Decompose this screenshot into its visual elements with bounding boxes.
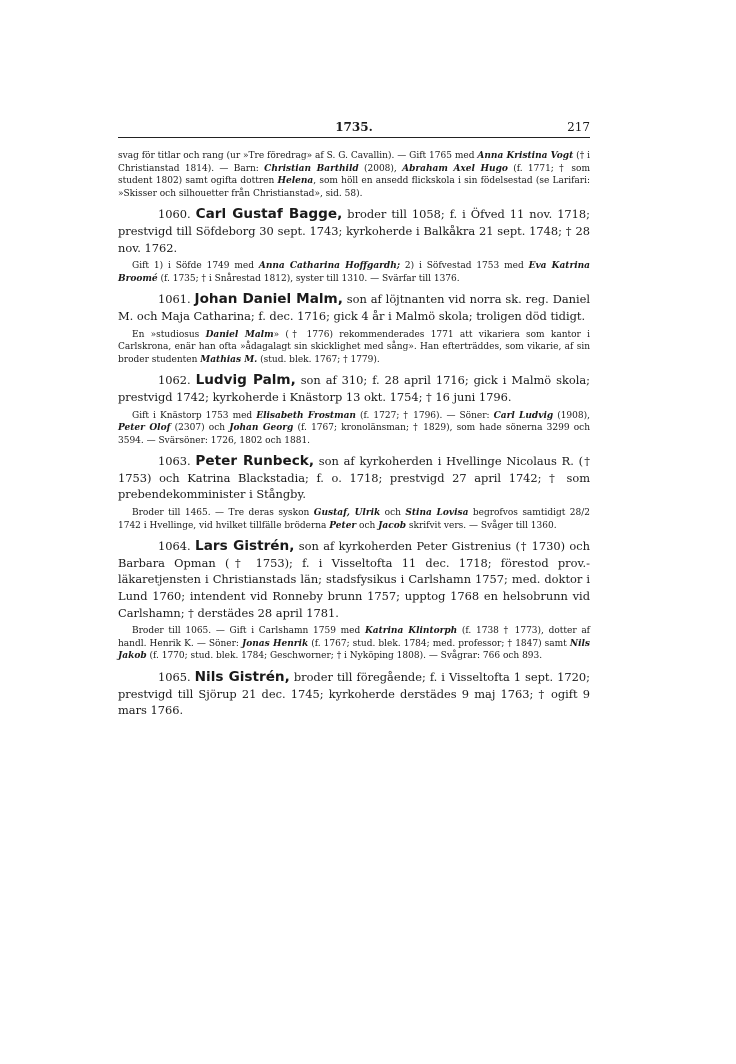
entry-name: Peter Runbeck, — [195, 453, 314, 470]
entry-main — [118, 291, 590, 324]
header-rule — [118, 137, 590, 138]
entry-1062 — [118, 372, 590, 447]
person-name: Katrina Klintorph — [364, 626, 458, 637]
entry-main — [118, 206, 590, 256]
person-name: Christian Barthild — [264, 163, 359, 174]
entry-note: Gift i Knästorp 1753 med Elisabeth Frostman (f. 1727; † 1796). — Söner: Carl Ludvig (1908), Peter Olof (2307) och Johan Georg (f. 1767; kronolänsman; † 1829), som hade sönerna 3299 och 3594. — Svärsöner: 1726, 1802 och 1881. — [118, 410, 591, 446]
person-name: Mathias M. — [200, 354, 258, 365]
entry-name: Lars Gistrén, — [195, 538, 295, 555]
entry-note: En »studiosus Daniel Malm» († 1776) rekommenderades 1771 att vikariera som kantor i Carlskrona, enär han ofta »ådagalagt sin skicklighet med sång». Han efterträddes, som vikarie, af sin broder studenten Mathias M. (stud. blek. 1767; † 1779). — [118, 329, 590, 365]
person-name: Gustaf, Ulrik — [313, 508, 381, 519]
entry-text: broder till föregående; f. i Visseltofta 1 sept. 1720; prestvigd till Sjörup 21 dec. 1745; kyrkoherde derstädes 9 maj 1763; † ogift 9 mars 1766. — [118, 670, 590, 718]
entry-number: 1062. — [158, 373, 191, 388]
entry-number: 1063. — [158, 454, 191, 469]
page-number: 217 — [567, 120, 590, 134]
page-header — [118, 120, 590, 134]
entry-note: Broder till 1065. — Gift i Carlshamn 1759 med Katrina Klintorph (f. 1738 † 1773), dotter af handl. Henrik K. — Söner: Jonas Henrik (f. 1767; stud. blek. 1784; med. professor; † 1847) samt Nils Jakob (f. 1770; stud. blek. 1784; Geschworner; † i Nyköping 1808). — Svågrar: 766 och 893. — [118, 626, 591, 662]
entry-name: Nils Gistrén, — [194, 669, 290, 685]
entry-number: 1061. — [158, 292, 191, 307]
entry-name: Carl Gustaf Bagge, — [195, 206, 343, 223]
page-year: 1735. — [335, 120, 373, 134]
person-name: Stina Lovisa — [405, 508, 469, 519]
entry-number: 1064. — [158, 539, 191, 554]
entry-main — [118, 538, 590, 621]
entry-main — [118, 453, 590, 503]
entry-main — [118, 669, 590, 719]
person-name: Abraham Axel Hugo — [402, 163, 508, 174]
person-name: Elisabeth Frostman — [256, 410, 356, 421]
entry-note: Broder till 1465. — Tre deras syskon Gustaf, Ulrik och Stina Lovisa begrofvos samtidigt 28/2 1742 i Hvellinge, vid hvilket tillfälle bröderna Peter och Jacob skrifvit vers. — Svåger till 1360. — [118, 508, 590, 531]
entry-text: son af löjtnanten vid norra sk. reg. Daniel M. och Maja Catharina; f. dec. 1716; gick 4 år i Malmö skola; troligen död tidigt. — [118, 292, 590, 323]
entry-text: son af kyrkoherden i Hvellinge Nicolaus R. († 1753) och Katrina Blackstadia; f. o. 1718; prestvigd 27 april 1742; † som prebendekomminister i Stångby. — [118, 454, 590, 502]
entry-number: 1060. — [158, 207, 191, 222]
person-name: Nils Jakob — [118, 638, 590, 662]
person-name: Peter Olof — [118, 423, 171, 434]
entry-name: Ludvig Palm, — [195, 372, 296, 389]
entry-text: broder till 1058; f. i Öfved 11 nov. 1718; prestvigd till Söfdeborg 30 sept. 1743; kyrkoherde i Balkåkra 21 sept. 1748; † 28 nov. 1762. — [118, 207, 591, 255]
entry-1063 — [118, 453, 590, 532]
person-name: Jacob — [378, 520, 407, 531]
entry-note: Gift 1) i Söfde 1749 med Anna Catharina Hoffgardh; 2) i Söfvestad 1753 med Eva Katrina Broomé (f. 1735; † i Snårestad 1812), syster till 1310. — Svärfar till 1376. — [118, 261, 590, 284]
person-name: Jonas Henrik — [241, 638, 309, 649]
entry-1064 — [118, 538, 590, 663]
person-name: Johan Georg — [229, 423, 294, 434]
entry-1065 — [118, 669, 590, 719]
entry-1060 — [118, 206, 590, 285]
entry-text: son af 310; f. 28 april 1716; gick i Malmö skola; prestvigd 1742; kyrkoherde i Knästorp 13 okt. 1754; † 16 juni 1796. — [118, 373, 590, 404]
person-name: Anna Catharina Hoffgardh; — [258, 261, 401, 272]
person-name: Eva Katrina Broomé — [118, 261, 590, 284]
entry-main — [118, 372, 590, 405]
entry-number: 1065. — [158, 670, 191, 684]
book-page — [118, 120, 590, 723]
continued-note: svag för titlar och rang (ur »Tre föredrag» af S. G. Cavallin). — Gift 1765 med Anna Kristina Vogt († i Christianstad 1814). — Barn: Christian Barthild (2008), Abraham Axel Hugo (f. 1771; † som student 1802) samt ogifta dottren Helena, som höll en ansedd flickskola i sin födelsestad (se Larifari: »Skisser och silhouetter från Christianstad», sid. 58). — [118, 151, 591, 199]
person-name: Helena — [277, 176, 314, 187]
person-name: Anna Kristina Vogt — [477, 151, 574, 161]
person-name: Carl Ludvig — [493, 410, 554, 421]
person-name: Daniel Malm — [205, 329, 274, 340]
person-name: Peter — [329, 520, 357, 531]
entry-1061 — [118, 291, 590, 366]
entry-name: Johan Daniel Malm, — [194, 291, 343, 308]
entry-text: son af kyrkoherden Peter Gistrenius († 1730) och Barbara Opman († 1753); f. i Visseltofta 11 dec. 1718; förestod prov.-läkaretjensten i Christianstads län; stadsfysikus i Carlshamn 1757; med. doktor i Lund 1760; intendent vid Ronneby brunn 1757; upptog 1768 en helsobrunn vid Carlshamn; † derstädes 28 april 1781. — [118, 539, 591, 620]
